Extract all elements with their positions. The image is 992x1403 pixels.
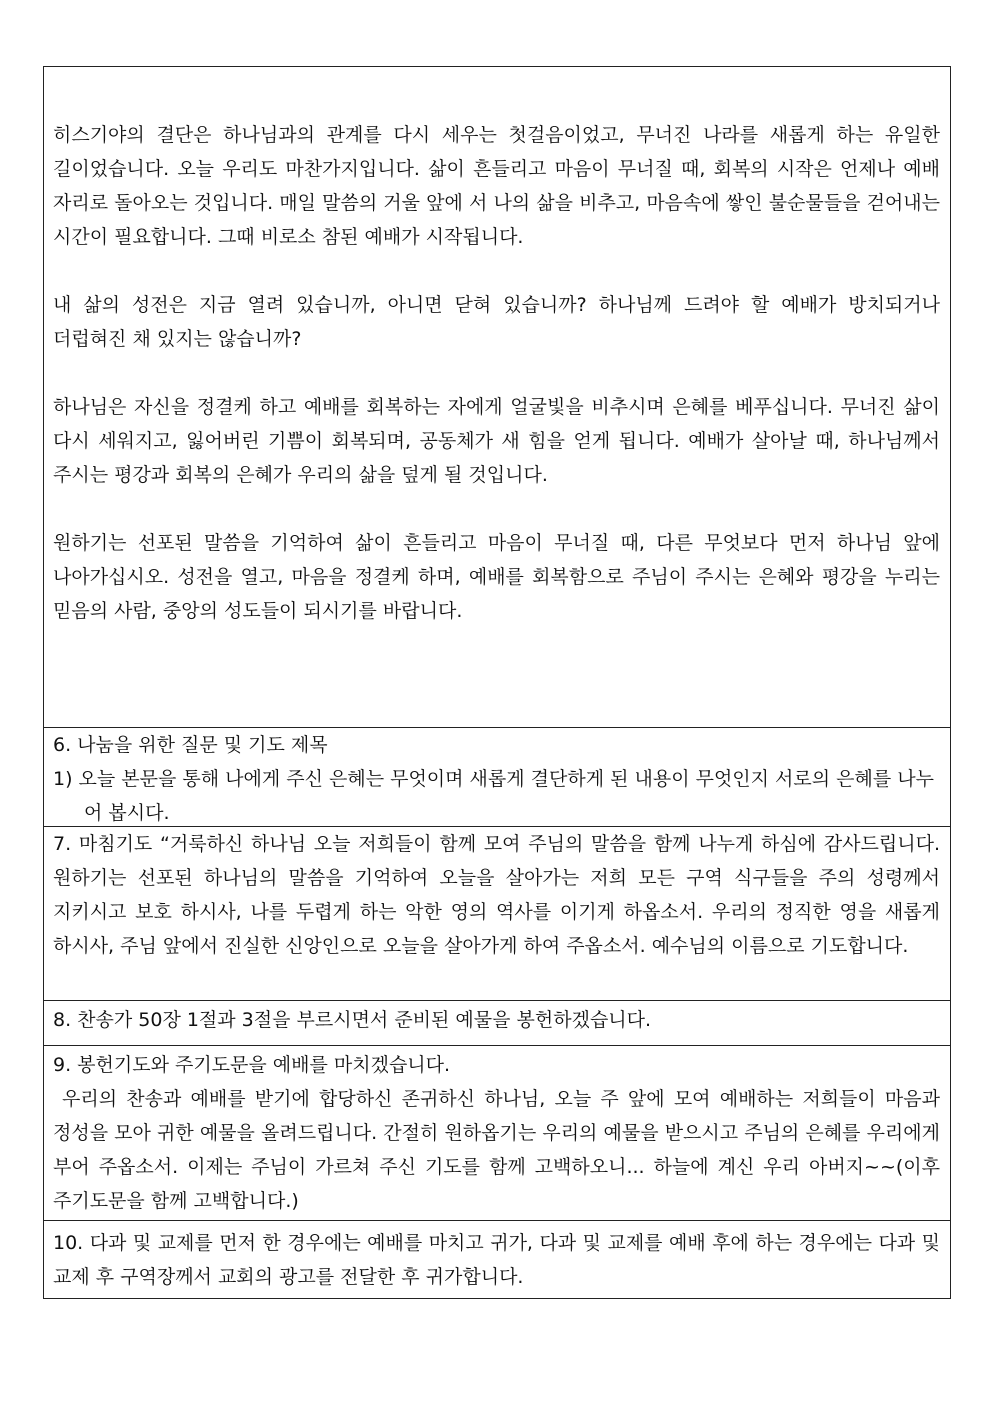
offering-heading: 9. 봉헌기도와 주기도문을 예배를 마치겠습니다.	[53, 1054, 451, 1076]
offering-prayer-cell	[44, 1045, 950, 1220]
closing-prayer-cell	[44, 826, 950, 1000]
hymn-cell	[44, 1000, 950, 1045]
offering-prayer-text: 우리의 찬송과 예배를 받기에 합당하신 존귀하신 하나님, 오늘 주 앞에 모여 예배하는 저희들이 마음과 정성을 모아 귀한 예물을 올려드립니다. 간절히 원하옵기는 우리의 예물을 받으시고 주님의 은혜를 우리에게 부어 주옵소서. 이제는 주님이 가르쳐 주신 기도를 함께 고백하오니... 하늘에 계신 우리 아버지~~(이후 주기도문을 함께 고백합니다.)	[53, 1088, 940, 1212]
closing-prayer-text: 7. 마침기도 “거룩하신 하나님 오늘 저희들이 함께 모여 주님의 말씀을 함께 나누게 하심에 감사드립니다. 원하기는 선포된 하나님의 말씀을 기억하여 오늘을 살아가는 저희 모든 구역 식구들을 주의 성령께서 지키시고 보호 하시사, 나를 두렵게 하는 악한 영의 역사를 이기게 하옵소서. 우리의 정직한 영을 새롭게 하시사, 주님 앞에서 진실한 신앙인으로 오늘을 살아가게 하여 주옵소서. 예수님의 이름으로 기도합니다.	[53, 833, 940, 957]
closing-notice-cell	[44, 1220, 950, 1298]
worship-guide-table	[43, 66, 951, 1299]
sermon-cell	[44, 67, 950, 727]
sermon-paragraph: 히스기야의 결단은 하나님과의 관계를 다시 세우는 첫걸음이었고, 무너진 나라를 새롭게 하는 유일한 길이었습니다. 오늘 우리도 마찬가지입니다. 삶이 흔들리고 마음이 무너질 때, 회복의 시작은 언제나 예배 자리로 돌아오는 것입니다. 매일 말씀의 거울 앞에 서 나의 삶을 비추고, 마음속에 쌓인 불순물들을 걷어내는 시간이 필요합니다. 그때 비로소 참된 예배가 시작됩니다.	[53, 124, 940, 248]
sermon-paragraph: 원하기는 선포된 말씀을 기억하여 삶이 흔들리고 마음이 무너질 때, 다른 무엇보다 먼저 하나님 앞에 나아가십시오. 성전을 열고, 마음을 정결케 하며, 예배를 회복함으로 주님이 주시는 은혜와 평강을 누리는 믿음의 사람, 중앙의 성도들이 되시기를 바랍니다.	[53, 532, 940, 622]
closing-notice-text: 10. 다과 및 교제를 먼저 한 경우에는 예배를 마치고 귀가, 다과 및 교제를 예배 후에 하는 경우에는 다과 및 교제 후 구역장께서 교회의 광고를 전달한 후 귀가합니다.	[53, 1232, 940, 1288]
sharing-question: 1) 오늘 본문을 통해 나에게 주신 은혜는 무엇이며 새롭게 결단하게 된 내용이 무엇인지 서로의 은혜를 나누어 봅시다.	[53, 768, 934, 824]
sharing-questions-cell	[44, 727, 950, 826]
hymn-text: 8. 찬송가 50장 1절과 3절을 부르시면서 준비된 예물을 봉헌하겠습니다.	[53, 1009, 652, 1031]
sermon-paragraph: 내 삶의 성전은 지금 열려 있습니까, 아니면 닫혀 있습니까? 하나님께 드려야 할 예배가 방치되거나 더럽혀진 채 있지는 않습니까?	[53, 294, 940, 350]
sermon-paragraph: 하나님은 자신을 정결케 하고 예배를 회복하는 자에게 얼굴빛을 비추시며 은혜를 베푸십니다. 무너진 삶이 다시 세워지고, 잃어버린 기쁨이 회복되며, 공동체가 새 힘을 얻게 됩니다. 예배가 살아날 때, 하나님께서 주시는 평강과 회복의 은혜가 우리의 삶을 덮게 될 것입니다.	[53, 396, 940, 486]
sharing-heading: 6. 나눔을 위한 질문 및 기도 제목	[53, 734, 328, 756]
